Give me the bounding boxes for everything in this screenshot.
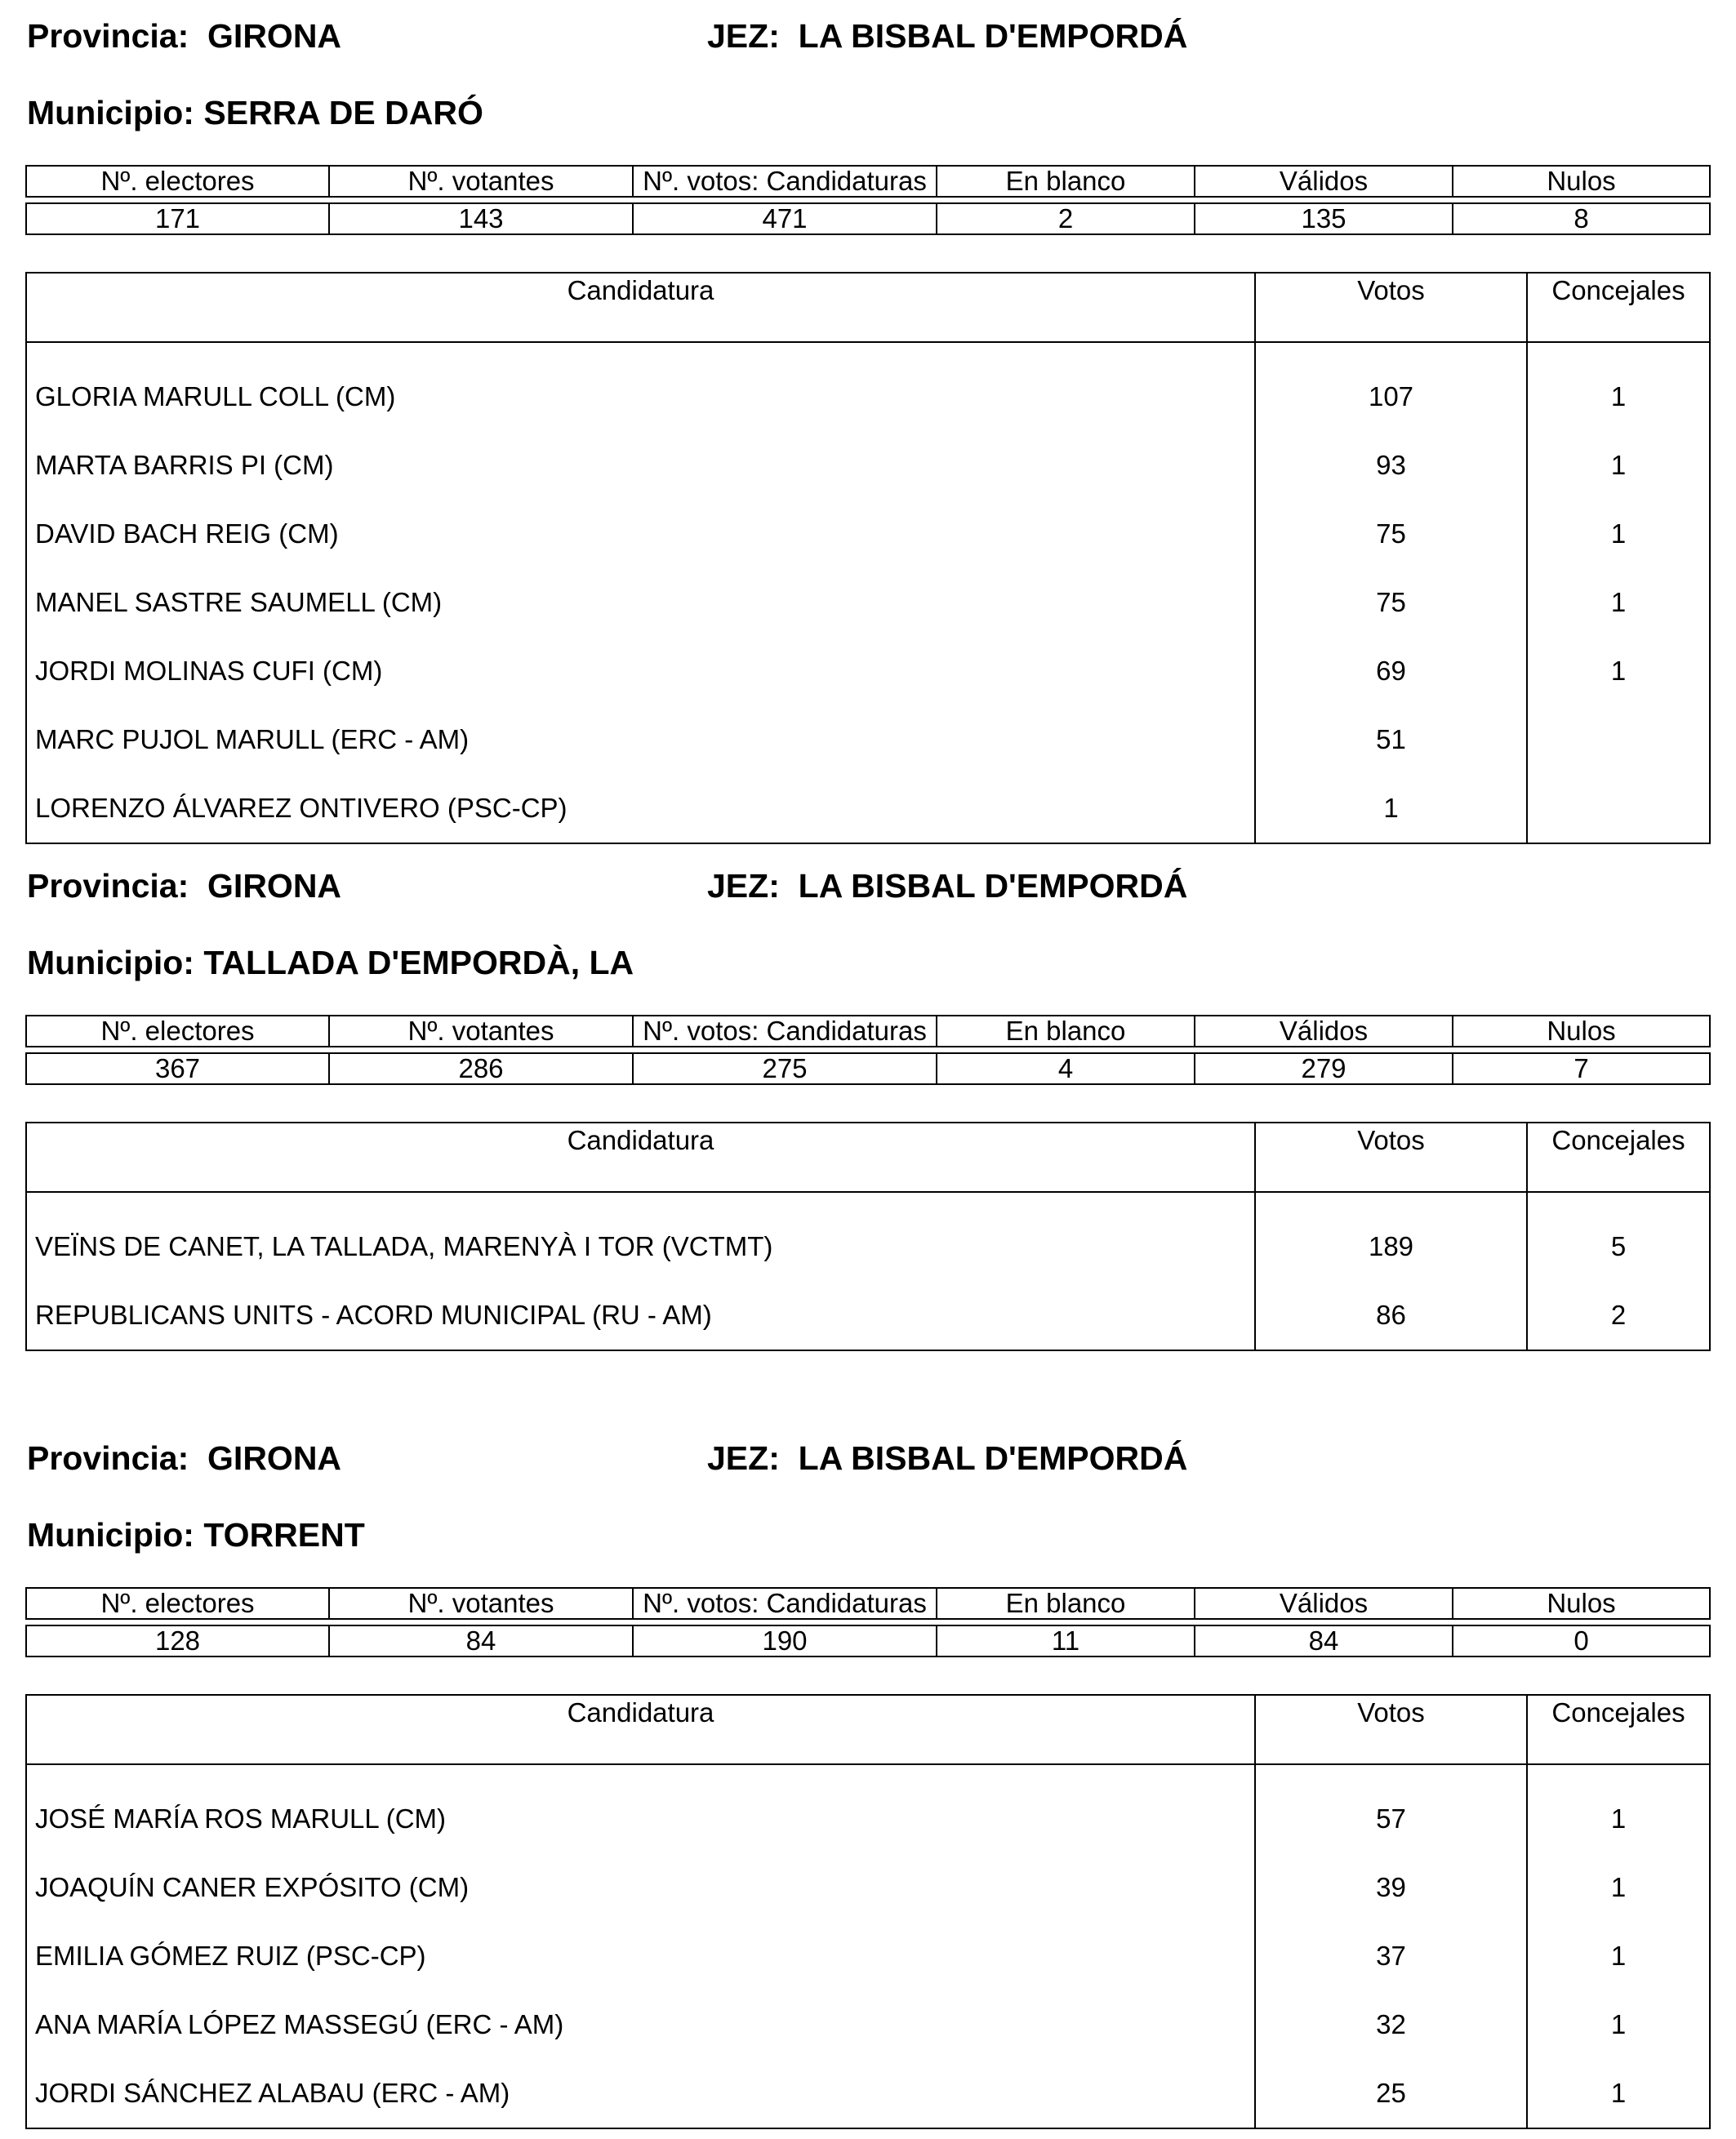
candidate-concejales: 5 [1527, 1212, 1710, 1281]
votos-header: Votos [1255, 1123, 1527, 1192]
candidate-name: JORDI SÁNCHEZ ALABAU (ERC - AM) [35, 2078, 510, 2108]
municipio-header [27, 1515, 365, 1554]
candidate-concejales: 1 [1527, 1785, 1710, 1853]
jez-label: JEZ: [707, 1439, 780, 1477]
summary-value-row [26, 1625, 1710, 1657]
summary-header-cell: Nulos [1453, 1016, 1710, 1047]
table-row [26, 1990, 1710, 2059]
table-row [26, 431, 1710, 500]
provincia-label: Provincia: [27, 1439, 189, 1477]
jez-header [707, 1439, 1187, 1478]
candidate-name: ANA MARÍA LÓPEZ MASSEGÚ (ERC - AM) [35, 2009, 564, 2039]
candidate-name: MANEL SASTRE SAUMELL (CM) [35, 587, 443, 617]
summary-value-cell: 7 [1453, 1053, 1710, 1084]
summary-header-cell: Válidos [1195, 1016, 1453, 1047]
municipio-value: TALLADA D'EMPORDÀ, LA [203, 944, 634, 981]
summary-value-cell: 275 [633, 1053, 937, 1084]
provincia-label: Provincia: [27, 867, 189, 905]
votos-header: Votos [1255, 1695, 1527, 1764]
candidate-name: VEÏNS DE CANET, LA TALLADA, MARENYÀ I TOR (VCTMT) [35, 1231, 773, 1261]
summary-header-cell: Nº. votos: Candidaturas [633, 1588, 937, 1619]
candidate-votos: 93 [1255, 431, 1527, 500]
candidates-header-row [26, 273, 1710, 342]
provincia-value: GIRONA [207, 867, 342, 905]
jez-value: LA BISBAL D'EMPORDÁ [798, 17, 1188, 55]
table-row [26, 568, 1710, 637]
summary-header-cell: Válidos [1195, 166, 1453, 197]
summary-header-row [26, 1016, 1710, 1047]
candidate-name: GLORIA MARULL COLL (CM) [35, 381, 396, 411]
candidate-votos: 75 [1255, 500, 1527, 568]
summary-table [25, 1587, 1711, 1657]
candidate-concejales: 1 [1527, 362, 1710, 431]
table-row [26, 637, 1710, 705]
summary-value-cell: 171 [26, 203, 329, 234]
candidatura-header: Candidatura [26, 1123, 1255, 1192]
candidate-name: LORENZO ÁLVAREZ ONTIVERO (PSC-CP) [35, 793, 568, 823]
summary-value-cell: 286 [329, 1053, 633, 1084]
table-row [26, 1853, 1710, 1922]
provincia-header [27, 1439, 341, 1478]
jez-value: LA BISBAL D'EMPORDÁ [798, 1439, 1188, 1477]
summary-value-cell: 135 [1195, 203, 1453, 234]
summary-value-cell: 367 [26, 1053, 329, 1084]
candidate-name: JOAQUÍN CANER EXPÓSITO (CM) [35, 1872, 470, 1902]
candidatura-header: Candidatura [26, 273, 1255, 342]
summary-value-row [26, 1053, 1710, 1084]
summary-value-row [26, 203, 1710, 234]
candidate-votos: 57 [1255, 1785, 1527, 1853]
candidate-votos: 1 [1255, 774, 1527, 843]
summary-value-cell: 11 [937, 1625, 1195, 1657]
candidate-votos: 32 [1255, 1990, 1527, 2059]
candidate-concejales: 1 [1527, 1922, 1710, 1990]
summary-value-cell: 2 [937, 203, 1195, 234]
table-row [26, 500, 1710, 568]
summary-header-cell: Válidos [1195, 1588, 1453, 1619]
summary-table [25, 165, 1711, 235]
candidates-header-row [26, 1695, 1710, 1764]
candidates-header-row [26, 1123, 1710, 1192]
candidate-concejales: 1 [1527, 637, 1710, 705]
summary-header-cell: Nº. votos: Candidaturas [633, 1016, 937, 1047]
candidate-name: MARTA BARRIS PI (CM) [35, 450, 334, 480]
summary-value-cell: 190 [633, 1625, 937, 1657]
candidate-name: DAVID BACH REIG (CM) [35, 518, 339, 549]
summary-value-cell: 4 [937, 1053, 1195, 1084]
candidate-name: JOSÉ MARÍA ROS MARULL (CM) [35, 1803, 447, 1834]
candidate-name: MARC PUJOL MARULL (ERC - AM) [35, 724, 470, 754]
jez-label: JEZ: [707, 867, 780, 905]
summary-value-cell: 84 [329, 1625, 633, 1657]
table-row [26, 1212, 1710, 1281]
summary-header-cell: En blanco [937, 1016, 1195, 1047]
candidate-votos: 39 [1255, 1853, 1527, 1922]
summary-header-row [26, 1588, 1710, 1619]
concejales-header: Concejales [1527, 273, 1710, 342]
table-row [26, 705, 1710, 774]
candidate-votos: 86 [1255, 1281, 1527, 1350]
municipio-header [27, 93, 483, 132]
candidate-name: JORDI MOLINAS CUFI (CM) [35, 656, 383, 686]
jez-header [707, 866, 1187, 905]
summary-value-cell: 0 [1453, 1625, 1710, 1657]
candidate-concejales: 1 [1527, 1990, 1710, 2059]
provincia-label: Provincia: [27, 17, 189, 55]
table-row [26, 2059, 1710, 2128]
candidate-votos: 107 [1255, 362, 1527, 431]
summary-table [25, 1015, 1711, 1085]
table-row [26, 774, 1710, 843]
candidates-table [25, 1694, 1711, 2129]
candidate-concejales [1527, 774, 1710, 843]
summary-value-cell: 143 [329, 203, 633, 234]
summary-value-cell: 8 [1453, 203, 1710, 234]
summary-value-cell: 84 [1195, 1625, 1453, 1657]
municipio-value: TORRENT [203, 1516, 365, 1554]
summary-header-cell: Nº. electores [26, 1016, 329, 1047]
concejales-header: Concejales [1527, 1123, 1710, 1192]
candidates-table [25, 272, 1711, 844]
municipio-label: Municipio: [27, 94, 194, 131]
candidate-concejales: 1 [1527, 2059, 1710, 2128]
votos-header: Votos [1255, 273, 1527, 342]
summary-header-cell: Nº. electores [26, 1588, 329, 1619]
jez-value: LA BISBAL D'EMPORDÁ [798, 867, 1188, 905]
candidate-votos: 51 [1255, 705, 1527, 774]
jez-label: JEZ: [707, 17, 780, 55]
summary-value-cell: 128 [26, 1625, 329, 1657]
candidate-votos: 69 [1255, 637, 1527, 705]
summary-header-cell: Nº. votantes [329, 1588, 633, 1619]
candidate-name: EMILIA GÓMEZ RUIZ (PSC-CP) [35, 1941, 426, 1971]
provincia-value: GIRONA [207, 17, 342, 55]
candidate-concejales: 1 [1527, 568, 1710, 637]
summary-header-cell: Nulos [1453, 1588, 1710, 1619]
candidate-concejales: 2 [1527, 1281, 1710, 1350]
municipio-label: Municipio: [27, 1516, 194, 1554]
candidate-votos: 37 [1255, 1922, 1527, 1990]
candidate-concejales [1527, 705, 1710, 774]
jez-header [707, 16, 1187, 56]
candidatura-header: Candidatura [26, 1695, 1255, 1764]
provincia-value: GIRONA [207, 1439, 342, 1477]
summary-value-cell: 279 [1195, 1053, 1453, 1084]
candidate-concejales: 1 [1527, 500, 1710, 568]
table-row [26, 1785, 1710, 1853]
table-row [26, 1281, 1710, 1350]
municipio-value: SERRA DE DARÓ [203, 94, 483, 131]
summary-header-cell: Nº. votos: Candidaturas [633, 166, 937, 197]
municipio-header [27, 943, 634, 982]
provincia-header [27, 16, 341, 56]
candidate-concejales: 1 [1527, 1853, 1710, 1922]
summary-value-cell: 471 [633, 203, 937, 234]
candidate-concejales: 1 [1527, 431, 1710, 500]
municipio-label: Municipio: [27, 944, 194, 981]
table-row [26, 362, 1710, 431]
candidate-votos: 25 [1255, 2059, 1527, 2128]
candidates-table [25, 1122, 1711, 1351]
candidate-votos: 75 [1255, 568, 1527, 637]
provincia-header [27, 866, 341, 905]
summary-header-cell: Nº. electores [26, 166, 329, 197]
table-row [26, 1922, 1710, 1990]
summary-header-cell: En blanco [937, 166, 1195, 197]
summary-header-cell: Nulos [1453, 166, 1710, 197]
candidate-name: REPUBLICANS UNITS - ACORD MUNICIPAL (RU - AM) [35, 1300, 712, 1330]
summary-header-cell: Nº. votantes [329, 1016, 633, 1047]
summary-header-row [26, 166, 1710, 197]
summary-header-cell: Nº. votantes [329, 166, 633, 197]
summary-header-cell: En blanco [937, 1588, 1195, 1619]
concejales-header: Concejales [1527, 1695, 1710, 1764]
candidate-votos: 189 [1255, 1212, 1527, 1281]
